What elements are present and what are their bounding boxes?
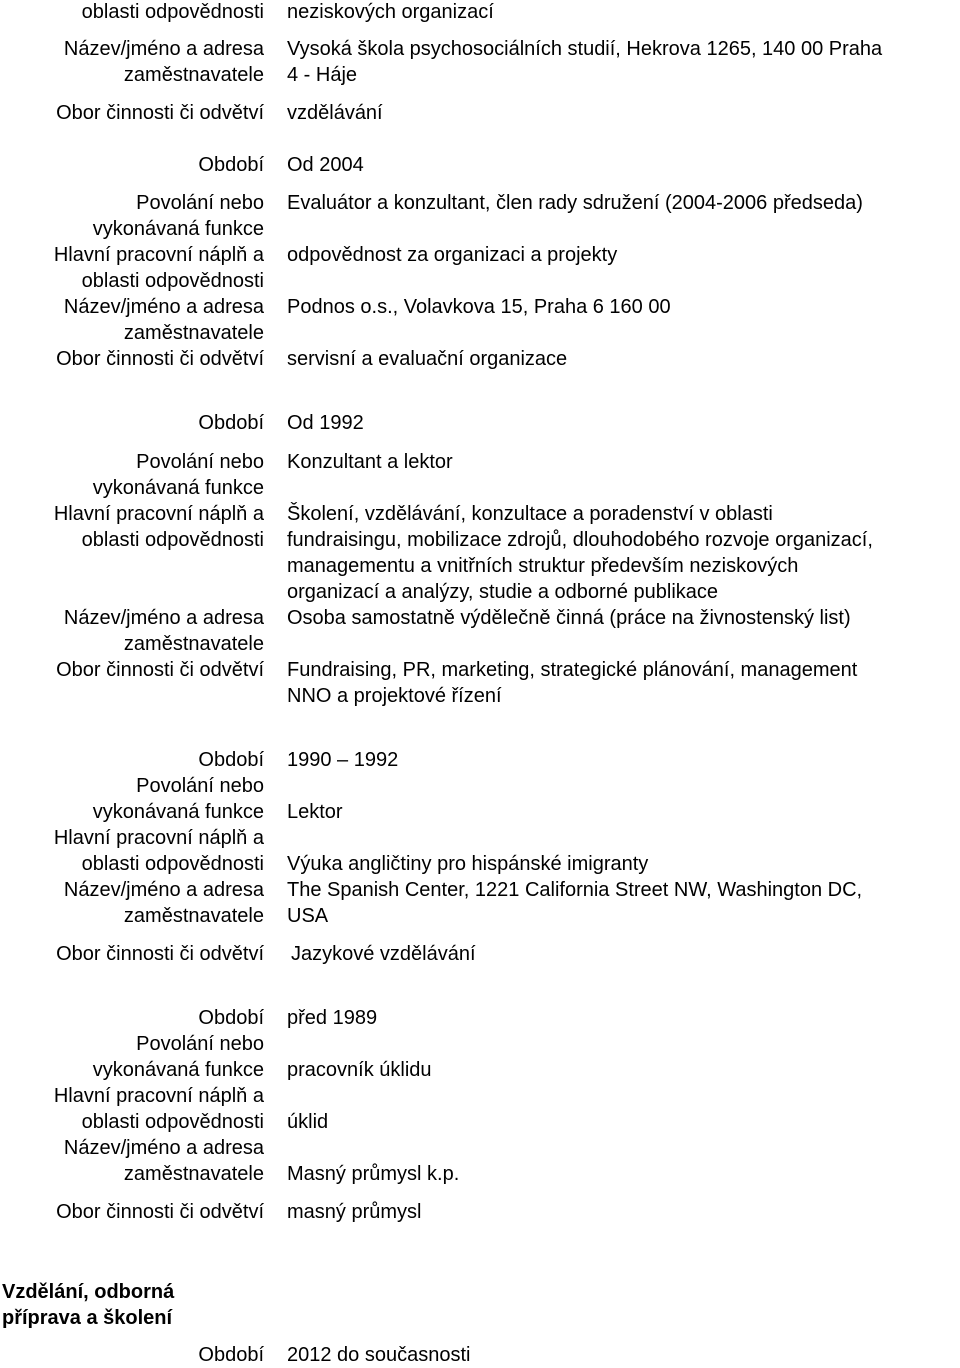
employer-label-cont: zaměstnavatele xyxy=(123,322,264,344)
period-value: Od 1992 xyxy=(287,412,364,434)
duties-line: organizací a analýzy, studie a odborné publikace xyxy=(287,581,719,603)
period-value: před 1989 xyxy=(287,1007,378,1029)
duties-value: Výuka angličtiny pro hispánské imigranty xyxy=(287,853,649,875)
employer-line: The Spanish Center, 1221 California Street NW, Washington DC, xyxy=(287,879,863,901)
employer-label-cont: zaměstnavatele xyxy=(123,1163,264,1185)
employer-label: Název/jméno a adresa xyxy=(63,1137,264,1159)
employer-line: USA xyxy=(287,905,329,927)
duties-value: úklid xyxy=(287,1111,329,1133)
duties-label-cont: oblasti odpovědnosti xyxy=(81,529,264,551)
period-value: 2012 do současnosti xyxy=(287,1344,471,1366)
employer-label: Název/jméno a adresa xyxy=(63,879,264,901)
sector-label: Obor činnosti či odvětví xyxy=(56,102,264,124)
employer-label-cont: zaměstnavatele xyxy=(123,633,264,655)
position-value: Evaluátor a konzultant, člen rady sdružení (2004-2006 předseda) xyxy=(287,192,863,214)
position-label: Povolání nebo xyxy=(136,775,264,797)
duties-line: managementu a vnitřních struktur především neziskových xyxy=(287,555,799,577)
sector-label: Obor činnosti či odvětví xyxy=(56,1201,264,1223)
employer-value-cont: 4 - Háje xyxy=(287,64,358,86)
employer-label: Název/jméno a adresa xyxy=(63,296,264,318)
position-label-cont: vykonávaná funkce xyxy=(92,477,264,499)
employer-value: Vysoká škola psychosociálních studií, Hekrova 1265, 140 00 Praha xyxy=(287,38,883,60)
position-label-cont: vykonávaná funkce xyxy=(92,801,264,823)
position-value: Konzultant a lektor xyxy=(287,451,453,473)
period-label: Období xyxy=(198,1344,264,1366)
employer-label-cont: zaměstnavatele xyxy=(123,64,264,86)
position-label-cont: vykonávaná funkce xyxy=(92,218,264,240)
period-label: Období xyxy=(198,1007,264,1029)
responsibility-label-cont: oblasti odpovědnosti xyxy=(81,1,264,23)
period-label: Období xyxy=(198,749,264,771)
duties-value: odpovědnost za organizaci a projekty xyxy=(287,244,618,266)
duties-label-cont: oblasti odpovědnosti xyxy=(81,1111,264,1133)
sector-label: Obor činnosti či odvětví xyxy=(56,943,264,965)
employer-value: Podnos o.s., Volavkova 15, Praha 6 160 00 xyxy=(287,296,671,318)
sector-line: NNO a projektové řízení xyxy=(287,685,502,707)
duties-label-cont: oblasti odpovědnosti xyxy=(81,270,264,292)
position-value: Lektor xyxy=(287,801,343,823)
position-label: Povolání nebo xyxy=(136,192,264,214)
position-label: Povolání nebo xyxy=(136,451,264,473)
sector-label: Obor činnosti či odvětví xyxy=(56,659,264,681)
sector-label: Obor činnosti či odvětví xyxy=(56,348,264,370)
sector-value: servisní a evaluační organizace xyxy=(287,348,568,370)
duties-line: fundraisingu, mobilizace zdrojů, dlouhodobého rozvoje organizací, xyxy=(287,529,873,551)
sector-line: Fundraising, PR, marketing, strategické plánování, management xyxy=(287,659,858,681)
employer-label-cont: zaměstnavatele xyxy=(123,905,264,927)
position-label-cont: vykonávaná funkce xyxy=(92,1059,264,1081)
employer-value: Masný průmysl k.p. xyxy=(287,1163,460,1185)
duties-label: Hlavní pracovní náplň a xyxy=(53,503,264,525)
duties-line: Školení, vzdělávání, konzultace a poradenství v oblasti xyxy=(287,503,773,525)
period-label: Období xyxy=(198,154,264,176)
section-heading: Vzdělání, odborná xyxy=(2,1281,175,1303)
sector-value: vzdělávání xyxy=(287,102,383,124)
responsibility-value-cont: neziskových organizací xyxy=(287,1,494,23)
employer-value: Osoba samostatně výdělečně činná (práce na živnostenský list) xyxy=(287,607,851,629)
period-label: Období xyxy=(198,412,264,434)
duties-label: Hlavní pracovní náplň a xyxy=(53,244,264,266)
duties-label-cont: oblasti odpovědnosti xyxy=(81,853,264,875)
sector-value: masný průmysl xyxy=(287,1201,422,1223)
position-value: pracovník úklidu xyxy=(287,1059,432,1081)
duties-label: Hlavní pracovní náplň a xyxy=(53,1085,264,1107)
period-value: Od 2004 xyxy=(287,154,364,176)
sector-value: Jazykové vzdělávání xyxy=(291,943,476,965)
section-heading-cont: příprava a školení xyxy=(2,1307,173,1329)
period-value: 1990 – 1992 xyxy=(287,749,399,771)
employer-label: Název/jméno a adresa xyxy=(63,607,264,629)
duties-label: Hlavní pracovní náplň a xyxy=(53,827,264,849)
employer-label: Název/jméno a adresa xyxy=(63,38,264,60)
position-label: Povolání nebo xyxy=(136,1033,264,1055)
